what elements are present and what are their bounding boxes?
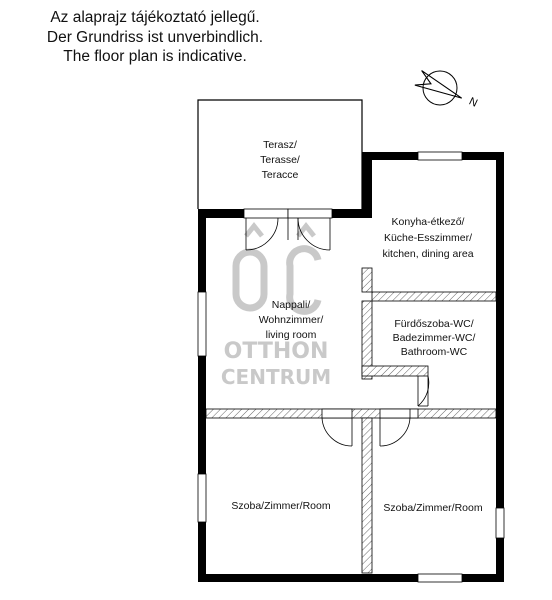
window-bedroom-right [418, 574, 462, 582]
room-label-bathroom [393, 318, 476, 358]
disclaimer-line-hu: Az alaprajz tájékoztató jellegű. [50, 9, 260, 26]
terrace-door-frame-right [288, 209, 332, 218]
interior-wall-kitchen-stub [362, 268, 372, 292]
room-label-line: Terasz/ [263, 139, 297, 151]
watermark-otthon: OTTHON [223, 339, 329, 364]
window-kitchen [418, 152, 462, 160]
bathroom-door [418, 376, 429, 406]
compass-rose [415, 71, 479, 110]
room-label-line: Terasse/ [260, 154, 300, 166]
interior-wall-bathroom-top [372, 292, 496, 301]
bedroom-left-door [322, 418, 352, 446]
room-label-line: Teracce [261, 169, 299, 181]
window-bedroom-left [198, 474, 206, 522]
room-label-bedroom-right [383, 502, 482, 514]
door-opening-bedroom-left [322, 409, 352, 418]
window-bedroom-right-side [496, 508, 504, 538]
terrace-door-frame-left [244, 209, 288, 218]
room-label-line: living room [265, 329, 317, 341]
interior-wall-bedrooms [362, 418, 372, 573]
room-label-line: Bathroom-WC [400, 346, 468, 358]
disclaimer-line-de: Der Grundriss ist unverbindlich. [46, 28, 264, 46]
room-label-line: Konyha-étkező/ [391, 216, 465, 228]
compass-north-label: N [467, 95, 480, 110]
bedroom-right-door [380, 418, 410, 446]
room-label-line: Wohnzimmer/ [258, 314, 324, 326]
room-label-line: Küche-Esszimmer/ [383, 232, 473, 244]
room-label-bedroom-left [231, 500, 330, 512]
compass-arrow-icon [415, 71, 465, 106]
interior-wall-bathroom-bottom [362, 366, 428, 376]
room-label-line: Fürdőszoba-WC/ [394, 318, 474, 330]
door-opening-bedroom-right [380, 409, 410, 418]
room-label-line: Szoba/Zimmer/Room [383, 502, 483, 514]
outer-wall-step [362, 152, 372, 218]
room-label-line: Nappali/ [271, 299, 311, 311]
room-label-line: kitchen, dining area [382, 248, 474, 260]
interior-walls [206, 268, 496, 573]
compass-circle [423, 71, 457, 105]
room-label-line: Badezimmer-WC/ [392, 332, 476, 344]
disclaimer-line-en: The floor plan is indicative. [63, 48, 247, 65]
outer-wall-left [198, 209, 206, 582]
room-label-kitchen [382, 216, 473, 260]
room-label-terrace [260, 139, 300, 181]
window-living [198, 292, 206, 356]
room-label-line: Szoba/Zimmer/Room [231, 500, 331, 512]
watermark-centrum: CENTRUM [220, 365, 332, 389]
